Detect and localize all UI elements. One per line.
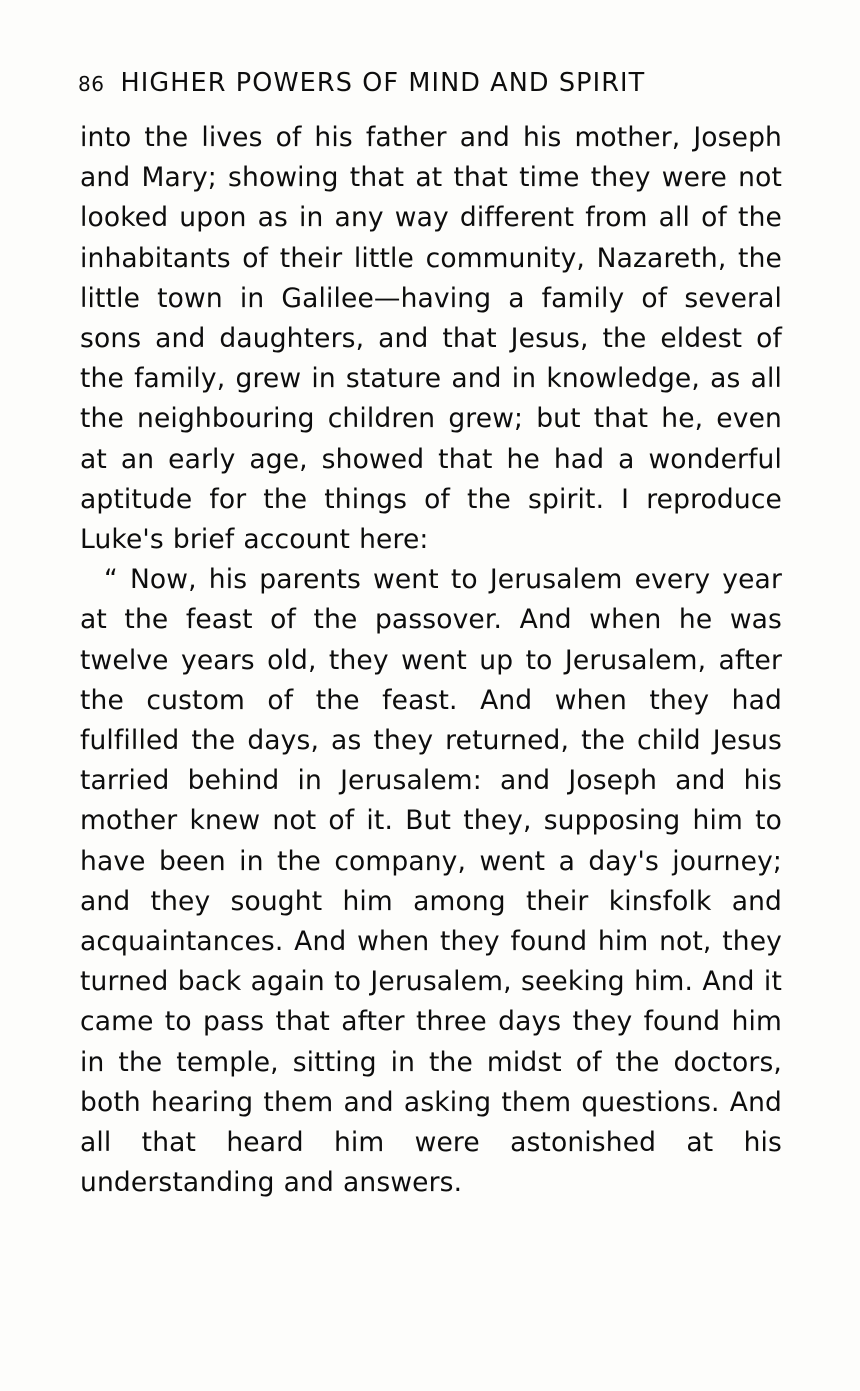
page-header bbox=[78, 68, 788, 98]
paragraph-2: “ Now, his parents went to Jerusalem every year at the feast of the passover. And when he was twelve years old, they went up to Jerusalem, after the custom of the feast. And when they had fulfilled the days, as they returned, the child Jesus tarried behind in Jerusalem: and Joseph and his mother knew not of it. But they, supposing him to have been in the company, went a day's journey; and they sought him among their kinsfolk and acquaintances. And when they found him not, they turned back again to Jerusalem, seeking him. And it came to pass that after three days they found him in the temple, sitting in the midst of the doctors, both hearing them and asking them questions. And all that heard him were astonished at his understanding and answers. bbox=[80, 564, 782, 1199]
paragraph-1: into the lives of his father and his mother, Joseph and Mary; showing that at that time they were not looked upon as in any way different from all of the inhabitants of their little community, Nazareth, the little town in Galilee—having a family of several sons and daughters, and that Jesus, the eldest of the family, grew in stature and in knowledge, as all the neighbouring children grew; but that he, even at an early age, showed that he had a wonderful aptitude for the things of the spirit. I reproduce Luke's brief account here: bbox=[80, 122, 782, 556]
page-body bbox=[80, 118, 782, 1203]
running-head-title: HIGHER POWERS OF MIND AND SPIRIT bbox=[120, 68, 646, 98]
page-number: 86 bbox=[78, 72, 105, 96]
